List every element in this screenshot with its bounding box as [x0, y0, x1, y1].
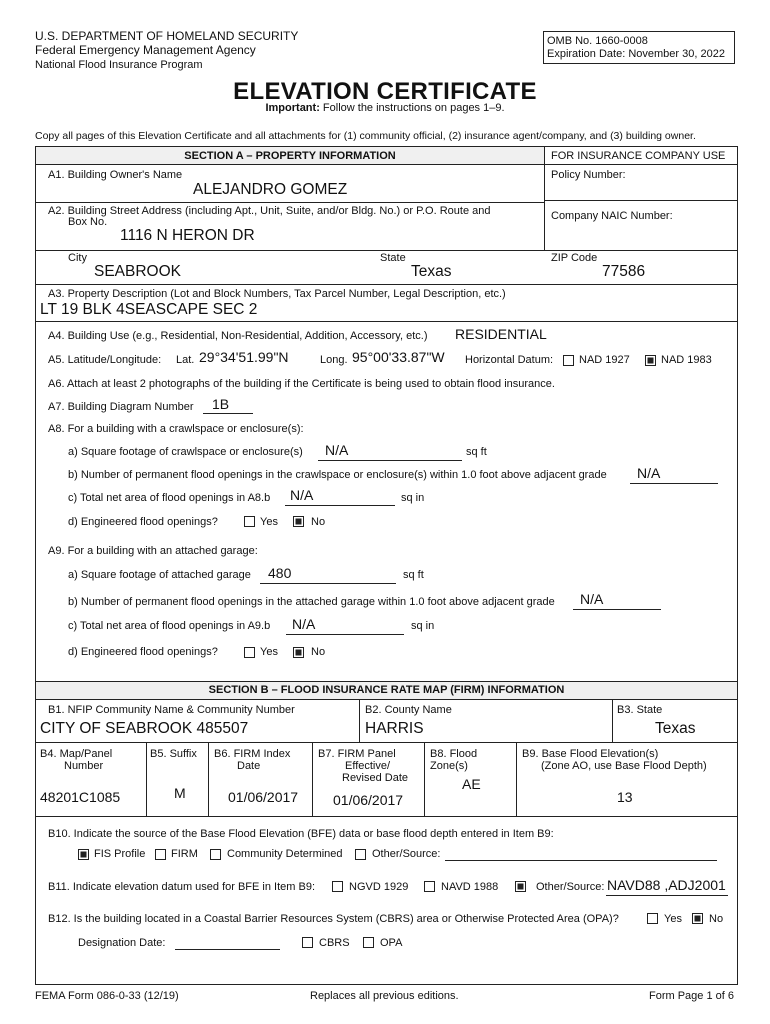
a9b-label: b) Number of permanent flood openings in the attached garage within 1.0 foot above adjacent grade [68, 596, 555, 608]
b9-label-cont: (Zone AO, use Base Flood Depth) [541, 760, 707, 772]
a8d-label: d) Engineered flood openings? [68, 516, 218, 528]
important-bold: Important: [265, 102, 320, 114]
a2-label-cont: Box No. [68, 216, 108, 228]
a9b-value[interactable]: N/A [580, 591, 604, 607]
b3-label: B3. State [617, 704, 663, 716]
a8a-label: a) Square footage of crawlspace or enclosure(s) [68, 446, 303, 458]
b8-flood-zone[interactable]: AE [462, 776, 481, 792]
a8d-no-checkbox[interactable] [293, 516, 304, 527]
lat-label: Lat. [176, 354, 195, 366]
b10-community-checkbox[interactable] [210, 849, 221, 860]
footer-page: Form Page 1 of 6 [649, 990, 734, 1002]
b11-other-checkbox[interactable] [515, 881, 526, 892]
a2-label: A2. Building Street Address (including Apt., Unit, Suite, and/or Bldg. No.) or P.O. Route and [48, 205, 491, 217]
b5-suffix[interactable]: M [174, 785, 186, 801]
insurance-use-heading: FOR INSURANCE COMPANY USE [551, 150, 726, 162]
horizontal-datum-label: Horizontal Datum: [465, 354, 554, 366]
b3-state[interactable]: Texas [655, 720, 696, 737]
b10-fis-checkbox[interactable] [78, 849, 89, 860]
a9c-value[interactable]: N/A [292, 616, 316, 632]
a3-property-description[interactable]: LT 19 BLK 4SEASCAPE SEC 2 [40, 301, 258, 318]
b9-label: B9. Base Flood Elevation(s) [522, 748, 659, 760]
b10-other-checkbox[interactable] [355, 849, 366, 860]
b10-community-label: Community Determined [227, 848, 343, 860]
omb-number: OMB No. 1660-0008 [547, 35, 648, 47]
b10-fis-label: FIS Profile [94, 848, 146, 860]
b11-navd-checkbox[interactable] [424, 881, 435, 892]
a8a-value[interactable]: N/A [325, 442, 349, 458]
a4-label: A4. Building Use (e.g., Residential, Non-Residential, Addition, Accessory, etc.) [48, 330, 428, 342]
b7-label-cont2: Revised Date [342, 772, 409, 784]
a8-label: A8. For a building with a crawlspace or enclosure(s): [48, 423, 304, 435]
state-value[interactable]: Texas [411, 263, 452, 280]
b4-label: B4. Map/Panel [40, 748, 113, 760]
nad1927-label: NAD 1927 [579, 354, 630, 366]
important-note [0, 102, 770, 114]
cbrs-label: CBRS [319, 937, 350, 949]
a9a-unit: sq ft [403, 569, 424, 581]
a8c-value[interactable]: N/A [290, 487, 314, 503]
b11-ngvd-label: NGVD 1929 [349, 881, 409, 893]
a1-label: A1. Building Owner's Name [48, 169, 183, 181]
b11-other-value[interactable]: NAVD88 ,ADJ2001 [607, 877, 726, 893]
a8c-unit: sq in [401, 492, 425, 504]
opa-label: OPA [380, 937, 403, 949]
policy-number-label: Policy Number: [551, 169, 626, 181]
a7-label: A7. Building Diagram Number [48, 401, 194, 413]
agency-dept: U.S. DEPARTMENT OF HOMELAND SECURITY [35, 29, 299, 43]
b7-firm-panel-date[interactable]: 01/06/2017 [333, 792, 404, 808]
b2-label: B2. County Name [365, 704, 452, 716]
b8-label-cont: Zone(s) [430, 760, 468, 772]
nad1983-label: NAD 1983 [661, 354, 712, 366]
b6-label-cont: Date [237, 760, 261, 772]
zip-value[interactable]: 77586 [602, 263, 646, 280]
b11-label: B11. Indicate elevation datum used for BFE in Item B9: [48, 881, 315, 893]
b10-other-label: Other/Source: [372, 848, 441, 860]
long-label: Long. [320, 354, 348, 366]
a9d-no-checkbox[interactable] [293, 647, 304, 658]
a9-label: A9. For a building with an attached garage: [48, 545, 258, 557]
b5-label: B5. Suffix [150, 748, 197, 760]
a3-label: A3. Property Description (Lot and Block Numbers, Tax Parcel Number, Legal Description, etc.) [48, 288, 506, 300]
b12-no-label: No [709, 913, 724, 925]
b12-no-checkbox[interactable] [692, 913, 703, 924]
b1-community[interactable]: CITY OF SEABROOK 485507 [40, 720, 249, 737]
nad1983-checkbox[interactable] [645, 355, 656, 366]
copy-note: Copy all pages of this Elevation Certificate and all attachments for (1) community official, (2) insurance agent/company, and (3) building owner. [35, 130, 696, 142]
section-b-heading: SECTION B – FLOOD INSURANCE RATE MAP (FIRM) INFORMATION [208, 684, 565, 696]
b11-ngvd-checkbox[interactable] [332, 881, 343, 892]
a9d-yes-checkbox[interactable] [244, 647, 255, 658]
b4-map-panel[interactable]: 48201C1085 [40, 789, 121, 805]
omb-box [543, 31, 735, 64]
b6-firm-index-date[interactable]: 01/06/2017 [228, 789, 299, 805]
b7-label: B7. FIRM Panel [318, 748, 396, 760]
a8d-yes-checkbox[interactable] [244, 516, 255, 527]
form-title: ELEVATION CERTIFICATE [233, 78, 537, 105]
footer-replaces: Replaces all previous editions. [310, 990, 459, 1002]
latitude-value[interactable]: 29°34'51.99"N [199, 349, 289, 365]
footer-form-number: FEMA Form 086-0-33 (12/19) [35, 990, 179, 1002]
a8d-yes-label: Yes [260, 516, 278, 528]
a2-street-address[interactable]: 1116 N HERON DR [120, 227, 255, 244]
city-label: City [68, 252, 87, 264]
a9d-label: d) Engineered flood openings? [68, 646, 218, 658]
a8c-label: c) Total net area of flood openings in A8.b [68, 492, 271, 504]
b10-label: B10. Indicate the source of the Base Flood Elevation (BFE) data or base flood depth entered in Item B9: [48, 828, 554, 840]
section-a-heading: SECTION A – PROPERTY INFORMATION [184, 150, 396, 162]
b2-county[interactable]: HARRIS [365, 720, 424, 737]
nad1927-checkbox[interactable] [563, 355, 574, 366]
b12-label: B12. Is the building located in a Coastal Barrier Resources System (CBRS) area or Otherwise Protected Area (OPA)? [48, 913, 619, 925]
a9c-unit: sq in [411, 620, 435, 632]
a5-label: A5. Latitude/Longitude: [48, 354, 162, 366]
a9c-label: c) Total net area of flood openings in A9.b [68, 620, 271, 632]
a9d-yes-label: Yes [260, 646, 278, 658]
a4-building-use[interactable]: RESIDENTIAL [455, 326, 547, 342]
a9a-label: a) Square footage of attached garage [68, 569, 251, 581]
cbrs-checkbox[interactable] [302, 937, 313, 948]
b10-firm-label: FIRM [171, 848, 198, 860]
b10-firm-checkbox[interactable] [155, 849, 166, 860]
city-value[interactable]: SEABROOK [94, 263, 181, 280]
state-label: State [380, 252, 406, 264]
b11-other-label: Other/Source: [536, 881, 605, 893]
expiration-date: Expiration Date: November 30, 2022 [547, 48, 725, 60]
important-text: Follow the instructions on pages 1–9. [319, 102, 505, 114]
a8d-no-label: No [311, 516, 326, 528]
a9d-no-label: No [311, 646, 326, 658]
b6-label: B6. FIRM Index [214, 748, 291, 760]
b9-base-flood-elevation[interactable]: 13 [617, 789, 633, 805]
a8b-value[interactable]: N/A [637, 465, 661, 481]
a9a-value[interactable]: 480 [268, 565, 292, 581]
a8a-unit: sq ft [466, 446, 487, 458]
a6-label: A6. Attach at least 2 photographs of the building if the Certificate is being used to obtain flood insurance. [48, 378, 555, 390]
program-name: National Flood Insurance Program [35, 59, 203, 71]
b1-label: B1. NFIP Community Name & Community Number [48, 704, 295, 716]
a7-diagram-number[interactable]: 1B [212, 396, 230, 412]
longitude-value[interactable]: 95°00'33.87"W [352, 349, 445, 365]
b12-yes-checkbox[interactable] [647, 913, 658, 924]
naic-label: Company NAIC Number: [551, 210, 673, 222]
b7-label-cont: Effective/ [345, 760, 391, 772]
designation-date-label: Designation Date: [78, 937, 166, 949]
zip-label: ZIP Code [551, 252, 598, 264]
a1-owner-name[interactable]: ALEJANDRO GOMEZ [193, 181, 348, 198]
a8b-label: b) Number of permanent flood openings in the crawlspace or enclosure(s) within 1.0 foot above adjacent grade [68, 469, 607, 481]
b8-label: B8. Flood [430, 748, 478, 760]
agency-name: Federal Emergency Management Agency [35, 43, 256, 57]
b4-label-cont: Number [64, 760, 104, 772]
opa-checkbox[interactable] [363, 937, 374, 948]
b11-navd-label: NAVD 1988 [441, 881, 499, 893]
b12-yes-label: Yes [664, 913, 682, 925]
